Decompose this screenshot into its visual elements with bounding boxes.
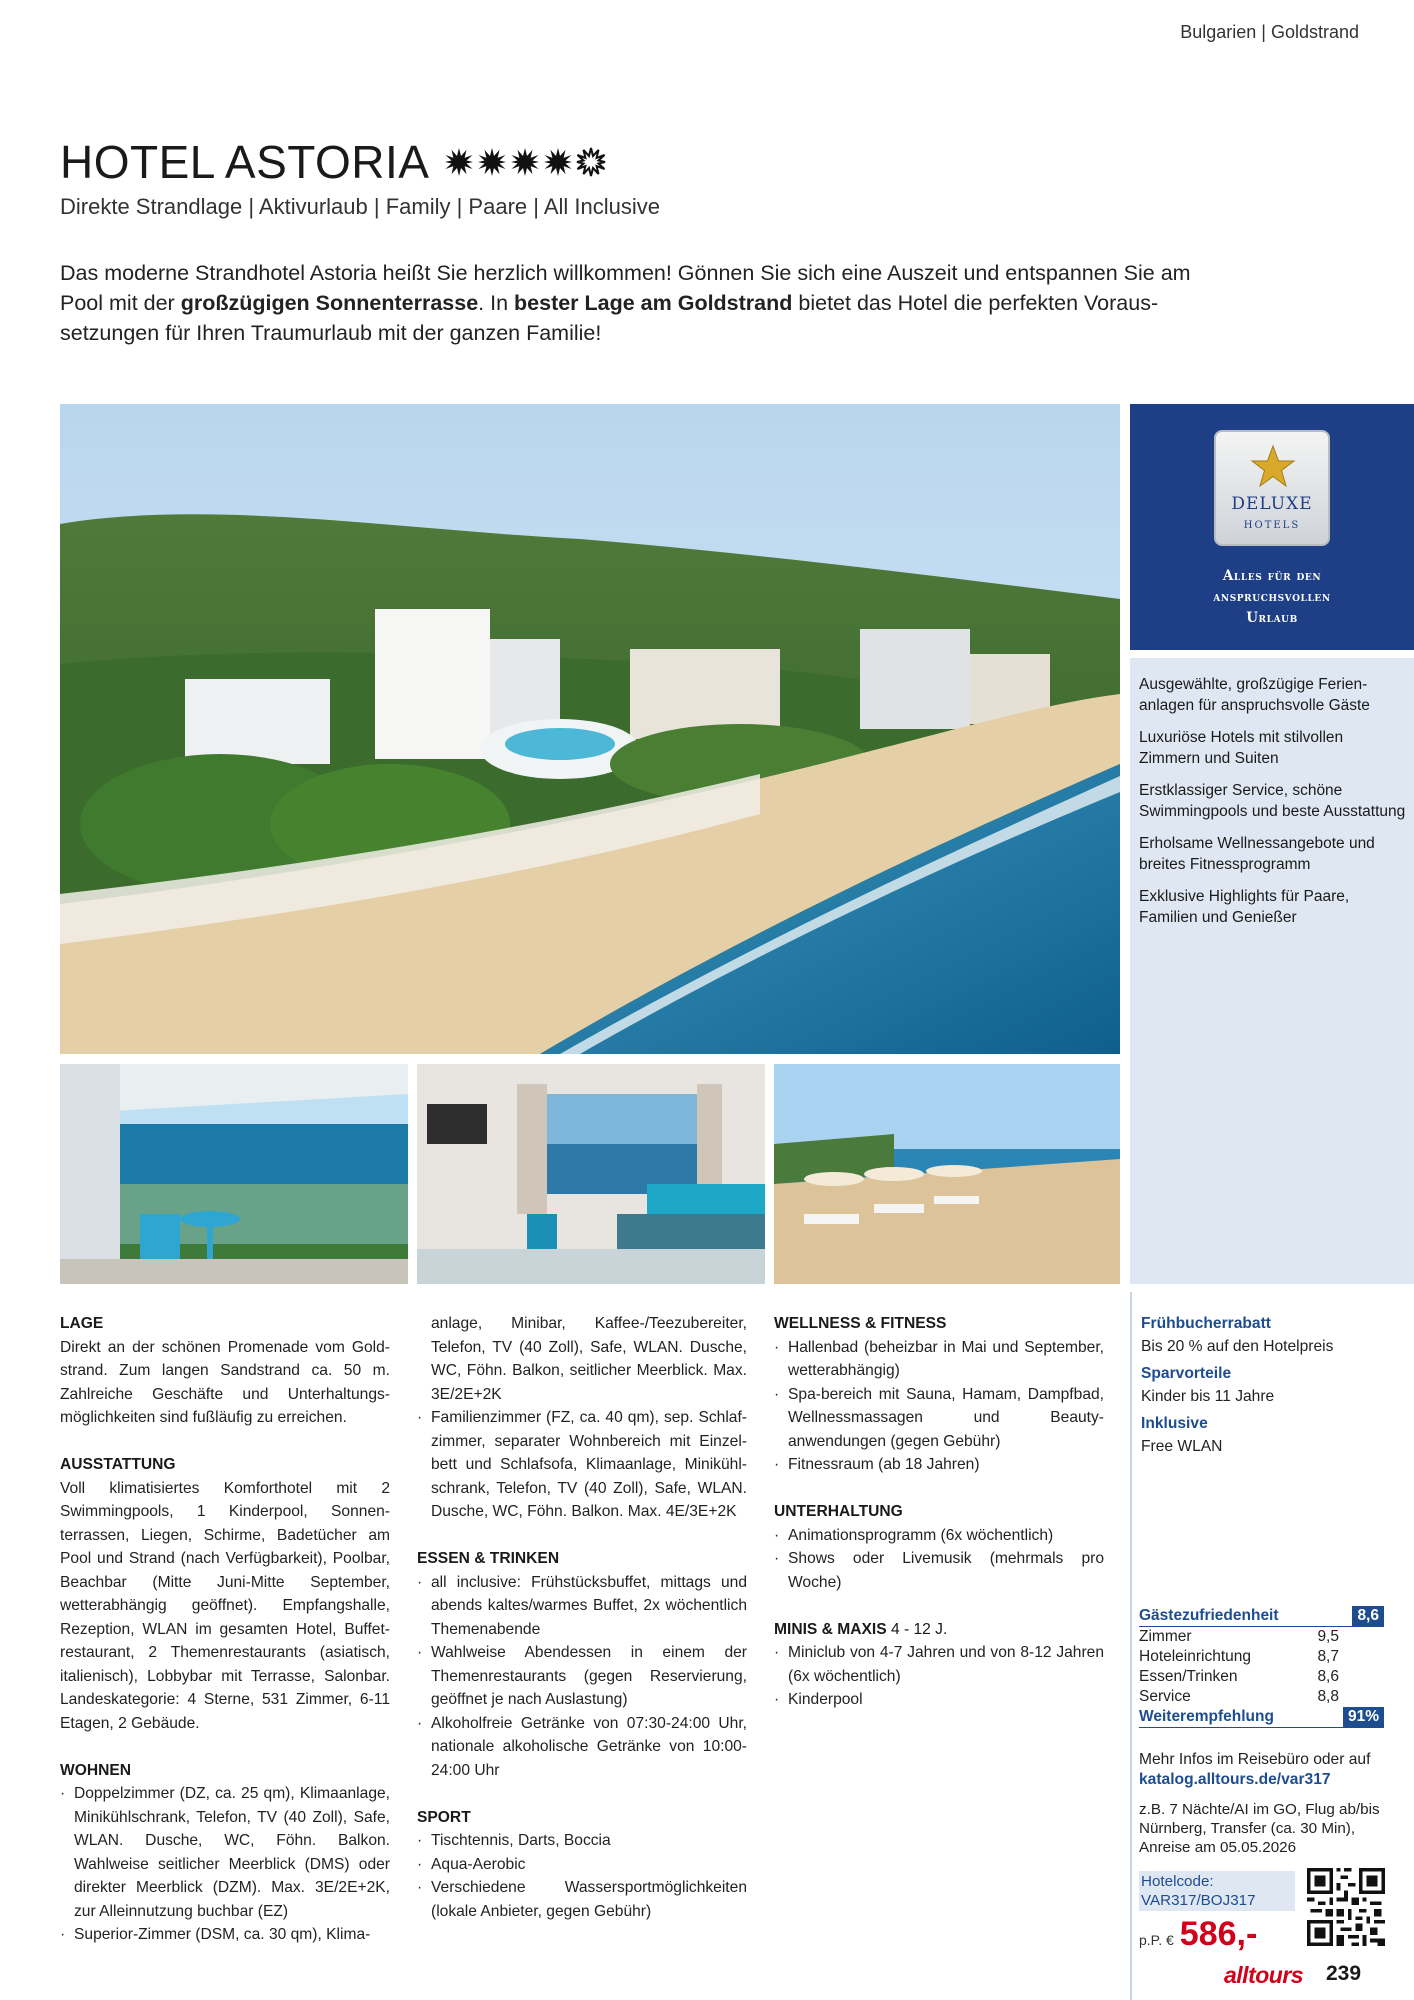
- list-item: · Kinderpool: [774, 1688, 1104, 1712]
- deluxe-hotels-logo: [1214, 430, 1330, 546]
- list-item: · Doppelzimmer (DZ, ca. 25 qm), Klimaanlage, Minikühlschrank, Telefon, TV (40 Zoll), Safe, WLAN. Dusche, WC, Föhn. Balkon. Wahlweise seitlicher Meerblick (DMS) oder direkter Meerblick (DZM). Max. 3E/2E+2K, zur Alleinnutzung buchbar (EZ): [60, 1782, 390, 1923]
- section-heading-essen: ESSEN & TRINKEN: [417, 1550, 560, 1567]
- savings-text: Kinder bis 11 Jahre: [1141, 1388, 1275, 1405]
- recommendation-row: [1139, 1707, 1384, 1728]
- hotel-name: HOTEL ASTORIA: [60, 136, 430, 188]
- intro-text: Das moderne Strandhotel Astoria heißt Sie herzlich willkommen! Gönnen Sie sich eine Auszeit und entspannen Sie am Pool mit der großzügigen Sonnenterrasse. In bester Lage am Goldstrand bietet das Hotel die perfekten Voraussetzungen für Ihren Traumurlaub mit der ganzen Familie!: [60, 261, 1191, 345]
- list-item: · Miniclub von 4-7 Jahren und von 8-12 Jahren (6x wöchentlich): [774, 1641, 1104, 1688]
- rating-row: Essen/Trinken 8,6: [1139, 1668, 1339, 1685]
- page-title: [60, 135, 606, 189]
- feature-item: Ausgewählte, großzügige Ferienanlagen für anspruchsvolle Gäste: [1139, 676, 1370, 714]
- section-heading-wohnen: WOHNEN: [60, 1761, 132, 1779]
- catalog-link[interactable]: katalog.alltours.de/var317: [1139, 1771, 1331, 1788]
- rating-row: Service 8,8: [1139, 1688, 1339, 1705]
- list-item: · Familienzimmer (FZ, ca. 40 qm), sep. Schlafzimmer, separater Wohnbereich mit Einzelbett und Schlafsofa, Klimaanlage, Minikühlschrank, Telefon, TV (40 Zoll), Safe, WLAN. Dusche, WC, Föhn. Balkon. Max. 4E/3E+2K: [417, 1406, 747, 1524]
- price-prefix: p.P. €: [1139, 1932, 1174, 1948]
- sun-star-icon: [543, 147, 573, 177]
- hotel-code-value: VAR317/BOJ317: [1141, 1892, 1256, 1909]
- list-item: · Alkoholfreie Getränke von 07:30-24:00 Uhr, nationale alkoholische Getränke von 10:00-24:00 Uhr: [417, 1712, 747, 1783]
- recommendation-badge: 91%: [1343, 1707, 1384, 1727]
- wohnen-list-continued: [417, 1406, 747, 1524]
- list-item: · all inclusive: Frühstücksbuffet, mittags und abends kaltes/warmes Buffet, 2x wöchentlich Themenabende: [417, 1571, 747, 1642]
- list-item: · Tischtennis, Darts, Boccia: [417, 1829, 747, 1853]
- deluxe-claim: Alles für den anspruchsvollen Urlaub: [1213, 568, 1331, 626]
- logo-text-deluxe: DELUXE: [1231, 494, 1313, 514]
- wellness-list: [774, 1336, 1104, 1477]
- hotel-subtitle: Direkte Strandlage | Aktivurlaub | Family | Paare | All Inclusive: [60, 194, 661, 219]
- recommendation-label: Weiterempfehlung: [1139, 1708, 1274, 1725]
- section-heading-ausstattung: AUSSTATTUNG: [60, 1456, 176, 1473]
- info-column-1: [60, 1312, 390, 1947]
- section-heading-minis: MINIS & MAXIS 4 - 12 J.: [774, 1620, 948, 1638]
- savings-title: Sparvorteile: [1141, 1365, 1232, 1382]
- minis-list: [774, 1641, 1104, 1712]
- half-sun-star-icon: [576, 147, 606, 177]
- price-example-text: z.B. 7 Nächte/AI im GO, Flug ab/bis Nürnberg, Transfer (ca. 30 Min), Anreise am 05.05.2026: [1139, 1801, 1380, 1856]
- section-heading-wellness: WELLNESS & FITNESS: [774, 1315, 947, 1332]
- list-item: · Aqua-Aerobic: [417, 1853, 747, 1877]
- ratings-header: [1139, 1606, 1384, 1627]
- price-amount: 586,-: [1179, 1915, 1258, 1953]
- section-heading-unterhaltung: UNTERHALTUNG: [774, 1503, 903, 1520]
- sport-list: [417, 1829, 747, 1923]
- section-heading-sport: SPORT: [417, 1808, 471, 1826]
- wohnen-continuation: anlage, Minibar, Kaffee-/Teezubereiter, Telefon, TV (40 Zoll), Safe, WLAN. Dusche, WC, Föhn. Balkon, seitlicher Meerblick. Max. 3E/2E+2K: [431, 1315, 747, 1403]
- beach-umbrellas-photo: [774, 1064, 1120, 1284]
- alltours-logo: alltours: [1224, 1962, 1304, 1988]
- list-item: · Fitnessraum (ab 18 Jahren): [774, 1453, 1104, 1477]
- qr-code-icon[interactable]: [1307, 1868, 1385, 1946]
- more-info: Mehr Infos im Reisebüro oder auf katalog.alltours.de/var317: [1139, 1751, 1371, 1788]
- list-item: · Superior-Zimmer (DSM, ca. 30 qm), Klima-: [60, 1923, 390, 1947]
- rating-row: Hoteleinrichtung 8,7: [1139, 1648, 1339, 1665]
- sun-star-icon: [510, 147, 540, 177]
- feature-item: Exklusive Highlights für Paare, Familien und Genießer: [1139, 888, 1350, 926]
- hotel-code-box: [1139, 1871, 1295, 1911]
- hotel-code-label: Hotelcode:: [1141, 1873, 1214, 1890]
- section-heading-lage: LAGE: [60, 1315, 104, 1332]
- aerial-hotel-beach-photo: [60, 404, 1120, 1054]
- balcony-sea-view-photo: [60, 1064, 408, 1284]
- sun-star-icon: [444, 147, 474, 177]
- lage-text: Direkt an der schönen Promenade vom Goldstrand. Zum langen Sandstrand ca. 50 m. Zahlreiche Geschäfte und Unterhaltungsmöglichkeiten sind fußläufig zu erreichen.: [60, 1338, 390, 1426]
- early-booking-title: Frühbucherrabatt: [1141, 1315, 1271, 1332]
- deluxe-feature-list: [1130, 658, 1414, 1284]
- overall-score-badge: 8,6: [1352, 1606, 1384, 1626]
- hotel-room-photo: [417, 1064, 765, 1284]
- feature-item: Luxuriöse Hotels mit stilvollen Zimmern und Suiten: [1139, 729, 1344, 767]
- price: [1139, 1915, 1257, 1954]
- logo-text-hotels: HOTELS: [1243, 520, 1301, 531]
- list-item: · Shows oder Livemusik (mehrmals pro Woche): [774, 1547, 1104, 1594]
- wohnen-list: [60, 1782, 390, 1947]
- breadcrumb: Bulgarien | Goldstrand: [1180, 22, 1359, 42]
- ratings-title: Gästezufriedenheit: [1139, 1607, 1279, 1624]
- list-item: · Hallenbad (beheizbar in Mai und September, wetterabhängig): [774, 1336, 1104, 1383]
- deluxe-hotels-box: [1130, 404, 1414, 650]
- gold-star-icon: [1250, 444, 1296, 490]
- unterhaltung-list: [774, 1524, 1104, 1595]
- hotel-rating-stars: [444, 147, 606, 177]
- info-column-3: [774, 1312, 1104, 1712]
- list-item: · Verschiedene Wassersportmöglichkeiten (lokale Anbieter, gegen Gebühr): [417, 1876, 747, 1923]
- list-item: · Wahlweise Abendessen in einem der Themenrestaurants (gegen Reservierung, geöffnet je nach Auslastung): [417, 1641, 747, 1712]
- list-item: · Animationsprogramm (6x wöchentlich): [774, 1524, 1104, 1548]
- feature-item: Erstklassiger Service, schöne Swimmingpools und beste Ausstattung: [1139, 782, 1406, 820]
- list-item: · Spa-bereich mit Sauna, Hamam, Dampfbad, Wellnessmassagen und Beautyanwendungen (gegen Gebühr): [774, 1383, 1104, 1454]
- info-column-2: [417, 1312, 747, 1923]
- rating-row: Zimmer 9,5: [1139, 1628, 1339, 1645]
- feature-item: Erholsame Wellnessangebote und breites Fitnessprogramm: [1139, 835, 1375, 873]
- page-number: 239: [1326, 1962, 1362, 1985]
- inclusive-title: Inklusive: [1141, 1415, 1208, 1432]
- essen-list: [417, 1571, 747, 1783]
- early-booking-text: Bis 20 % auf den Hotelpreis: [1141, 1338, 1334, 1355]
- inclusive-text: Free WLAN: [1141, 1438, 1223, 1455]
- ausstattung-text: Voll klimatisiertes Komforthotel mit 2 Swimmingpools, 1 Kinderpool, Sonnenterrassen, Liegen, Schirme, Badetücher am Pool und Strand (nach Verfügbarkeit), Poolbar, Beachbar (Mitte Juni-Mitte September, wetterabhängig geöffnet). Empfangshalle, Rezeption, WLAN im gesamten Hotel, Buffetrestaurant, 2 Themenrestaurants (asiatisch, italienisch), Lobbybar mit Terrasse, Salonbar. Landeskategorie: 4 Sterne, 531 Zimmer, 6-11 Etagen, 2 Gebäude.: [60, 1479, 390, 1732]
- sun-star-icon: [477, 147, 507, 177]
- guest-ratings: [1139, 1606, 1384, 1728]
